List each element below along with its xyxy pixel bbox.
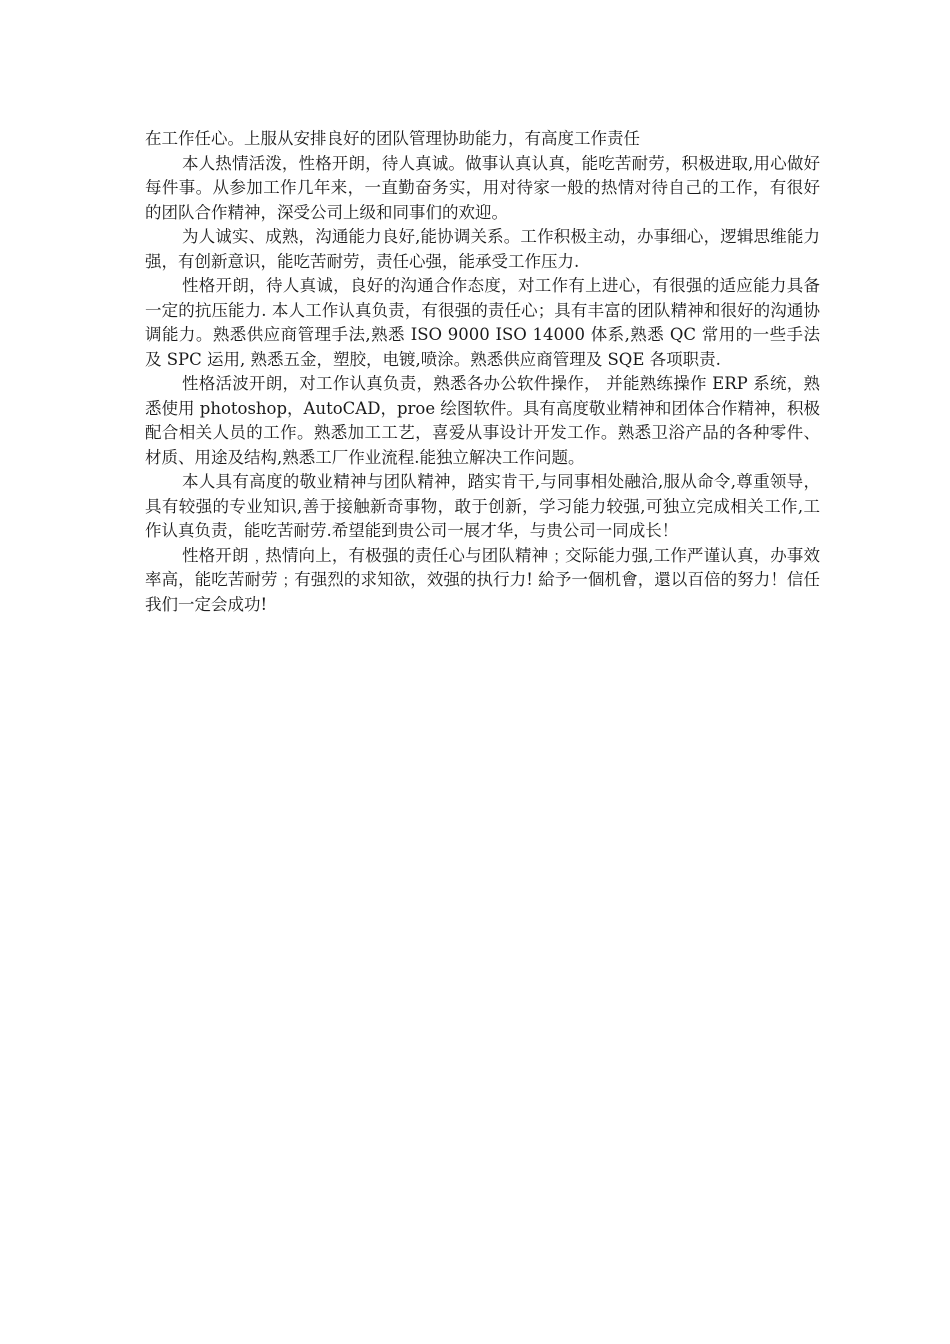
paragraph-6: 本人具有高度的敬业精神与团队精神，踏实肯干,与同事相处融洽,服从命令,尊重领导，具有较强的专业知识,善于接触新奇事物，敢于创新，学习能力较强,可独立完成相关工作,工作认真负责，能吃苦耐劳.希望能到贵公司一展才华，与贵公司一同成长！ xyxy=(145,472,820,540)
paragraph-4: 性格开朗，待人真诚，良好的沟通合作态度，对工作有上进心，有很强的适应能力具备一定的抗压能力. 本人工作认真负责，有很强的责任心；具有丰富的团队精神和很好的沟通协调能力。熟悉供应商管理手法,熟悉 ISO 9000 ISO 14000 体系,熟悉 QC 常用的一些手法及 SPC 运用, 熟悉五金，塑胶，电镀,喷涂。熟悉供应商管理及 SQE 各项职责. xyxy=(145,276,820,369)
paragraph-2: 本人热情活泼，性格开朗，待人真诚。做事认真认真，能吃苦耐劳，积极进取,用心做好每件事。从参加工作几年来，一直勤奋务实，用对待家一般的热情对待自己的工作，有很好的团队合作精神，深受公司上级和同事们的欢迎。 xyxy=(145,153,820,222)
paragraph-3: 为人诚实、成熟，沟通能力良好,能协调关系。工作积极主动，办事细心，逻辑思维能力强，有创新意识，能吃苦耐劳，责任心强，能承受工作压力. xyxy=(145,227,820,271)
paragraph-5: 性格活波开朗，对工作认真负责，熟悉各办公软件操作， 并能熟练操作 ERP 系统，熟悉使用 photoshop，AutoCAD，proe 绘图软件。具有高度敬业精神和团体合作精神，积极配合相关人员的工作。熟悉加工工艺，喜爱从事设计开发工作。熟悉卫浴产品的各种零件、材质、用途及结构,熟悉工厂作业流程.能独立解决工作问题。 xyxy=(145,374,820,467)
paragraph-7: 性格开朗﹐热情向上，有极强的责任心与团队精神﹔交际能力强,工作严谨认真，办事效率高，能吃苦耐劳﹔有强烈的求知欲，效强的执行力! 給予一個机會，還以百倍的努力！信任我们一定会成功! xyxy=(145,545,820,614)
document-body xyxy=(145,127,820,617)
paragraph-1: 在工作任心。上服从安排良好的团队管理协助能力，有高度工作责任 xyxy=(145,129,640,148)
